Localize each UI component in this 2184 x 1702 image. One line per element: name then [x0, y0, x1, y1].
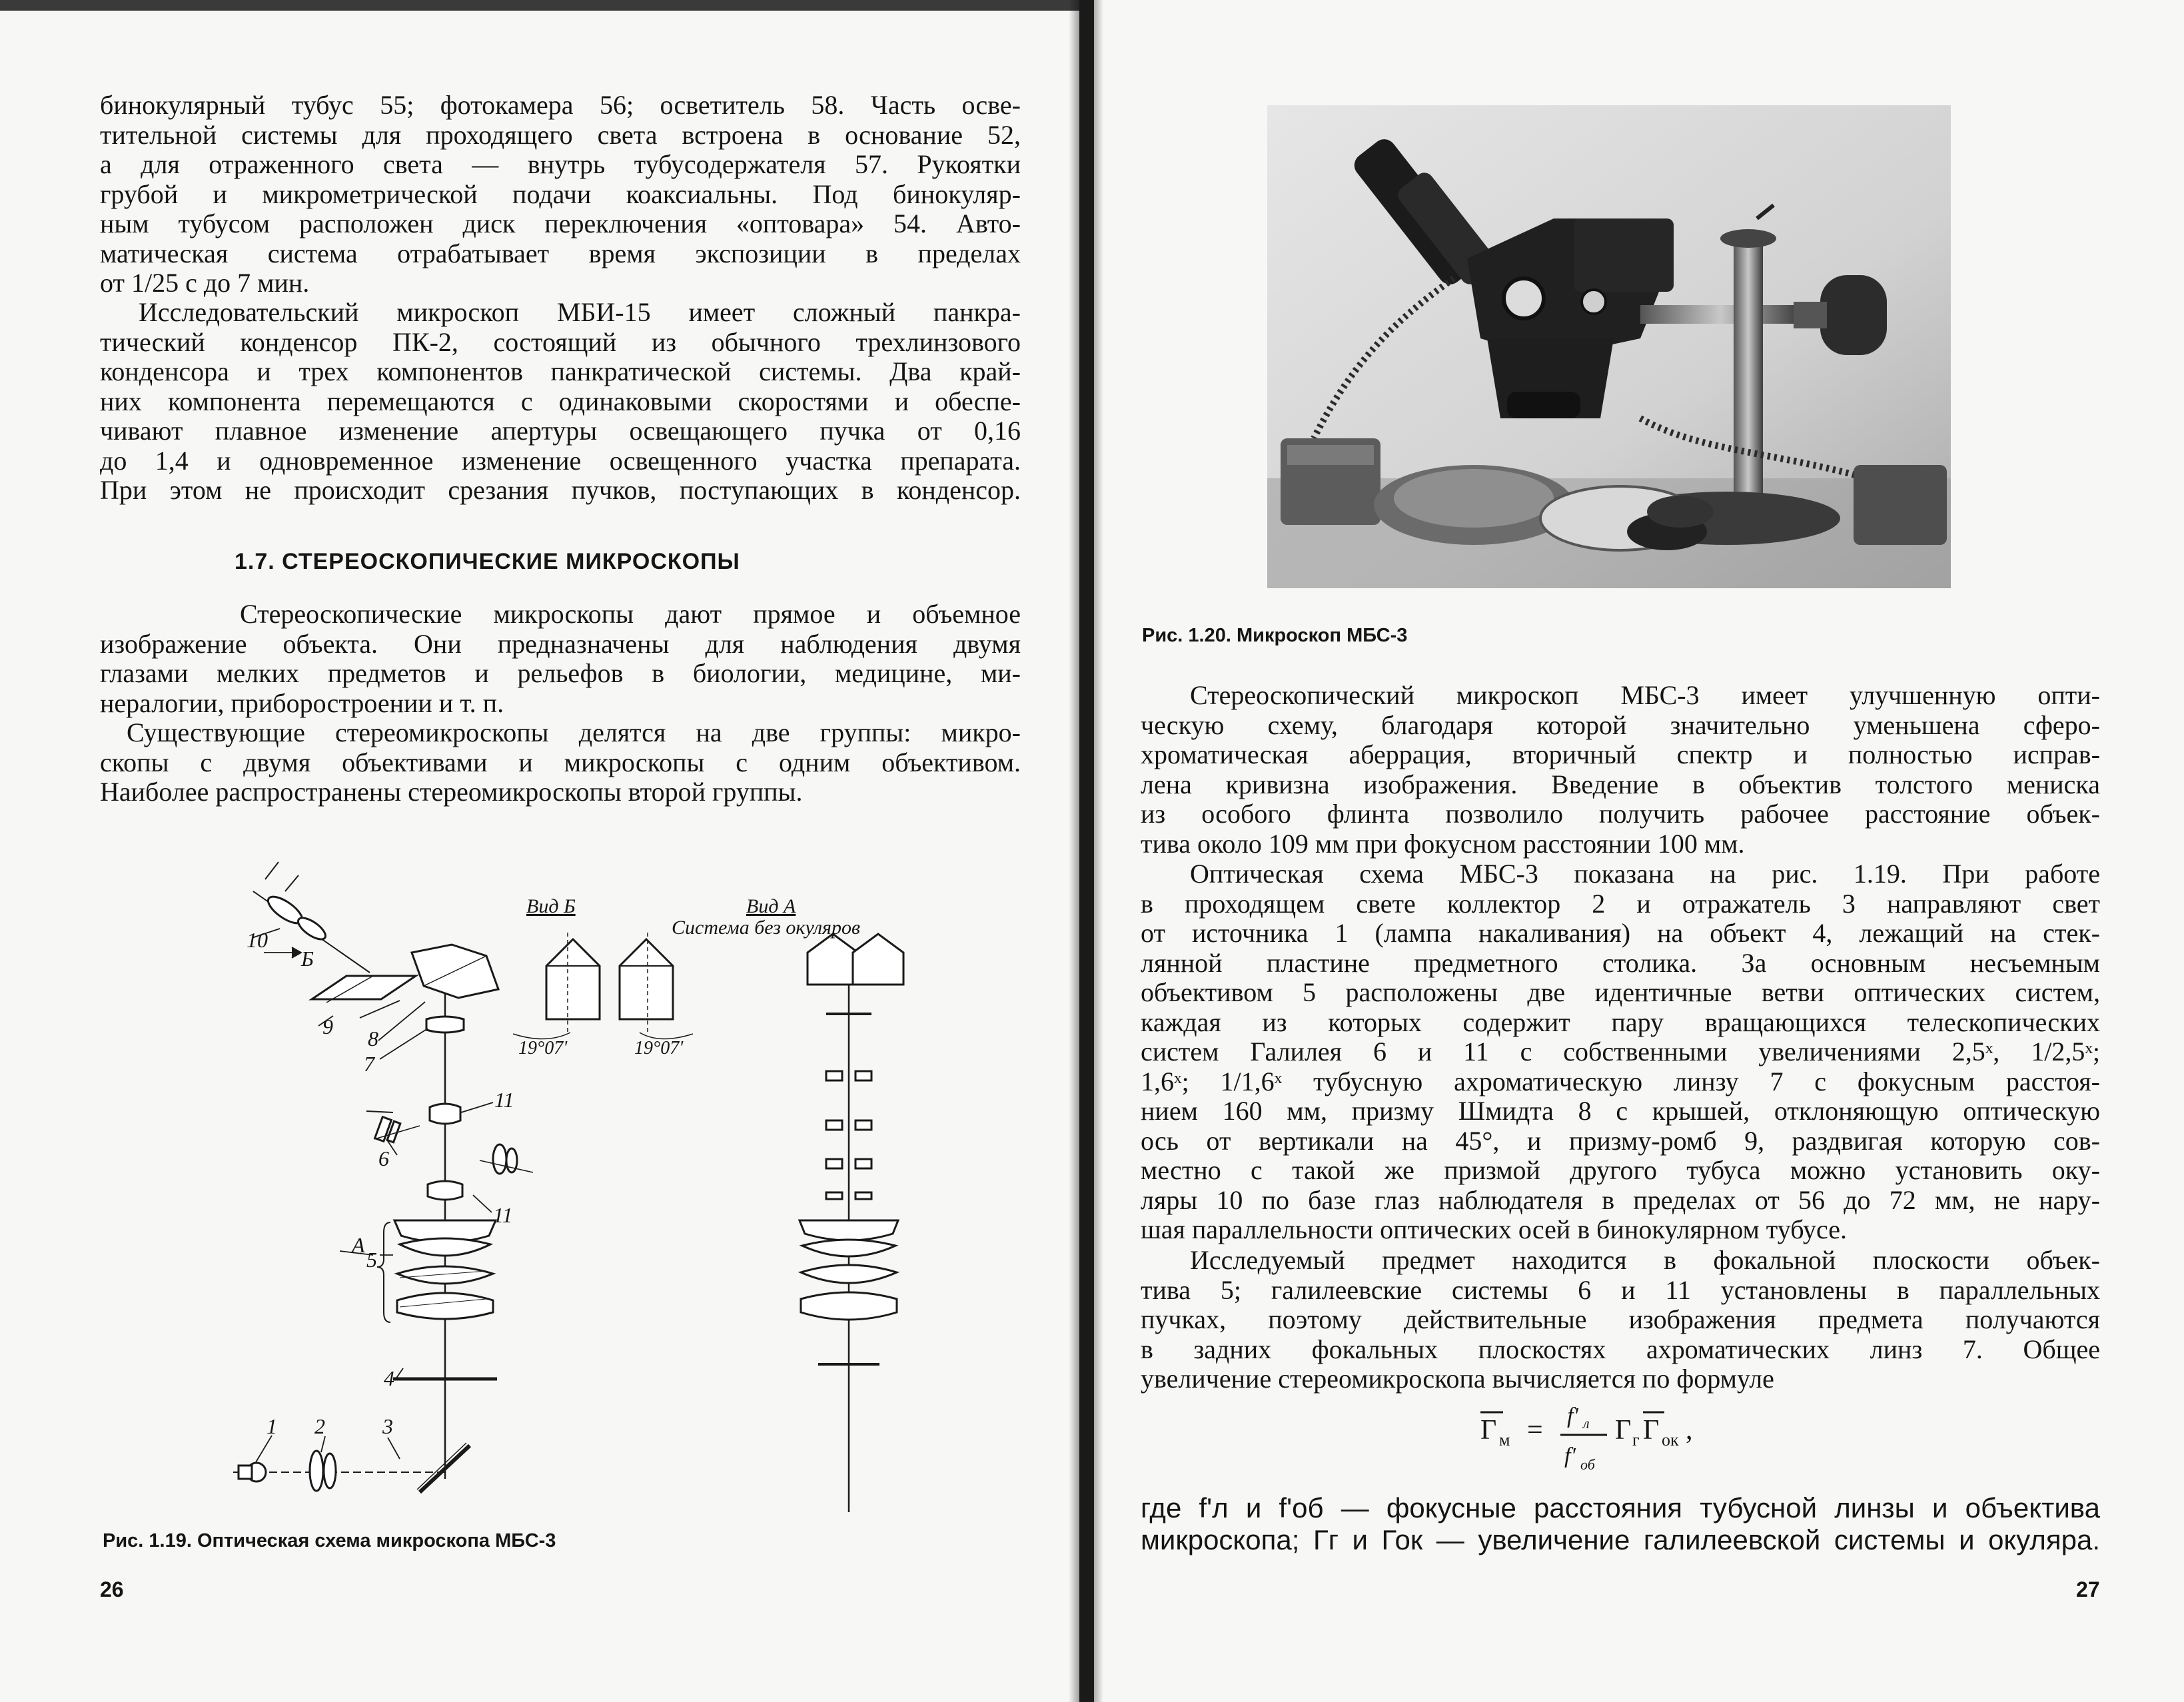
optical-scheme-figure: [200, 859, 933, 1512]
formula-numerator: f': [1567, 1404, 1578, 1428]
left-paragraph-2: [100, 298, 1021, 506]
text-line: лена кривизна изображения. Введение в объектив толстого мениска: [1141, 769, 2100, 799]
formula-lhs: Г: [1480, 1415, 1497, 1446]
label-b: Б: [301, 947, 314, 971]
text-line: хроматическая аберрация, вторичный спектр и полностью исправ-: [1141, 739, 2100, 769]
text-line: до 1,4 и одновременное изменение освещенного участка препарата.: [100, 445, 1021, 476]
left-paragraph-1: [100, 91, 1021, 298]
text-line: микроскопа; Гг и Гок — увеличение галилеевской системы и окуляра.: [1141, 1524, 2100, 1555]
text-line: скопы с двумя объективами и микроскопы с одним объективом.: [100, 747, 1021, 777]
text-line: пучках, поэтому действительные изображения предмета получаются: [1141, 1304, 2100, 1334]
book-gutter: [1079, 0, 1094, 1702]
text-line: Существующие стереомикроскопы делятся на две группы: микро-: [127, 717, 1021, 747]
angle-left: 19°07': [518, 1038, 568, 1059]
microscope-photo: [1267, 105, 1951, 588]
text-line: ческую схему, благодаря которой значительно уменьшена сферо-: [1141, 709, 2100, 740]
text-line: нералогии, приборостроении и т. п.: [100, 687, 504, 718]
text-line: изображение объекта. Они предназначены для наблюдения двумя: [100, 628, 1021, 659]
formula-numerator-sub: л: [1583, 1415, 1590, 1432]
label-6: 6: [378, 1146, 389, 1170]
label-5: 5: [366, 1248, 377, 1272]
label-11-upper: 11: [494, 1088, 514, 1112]
text-line: в проходящем свете коллектор 2 и отражатель 3 направляют свет: [1141, 888, 2100, 919]
text-line: При этом не происходит срезания пучков, поступающих в конденсор.: [100, 475, 1021, 505]
rhomb-prism-9: [312, 976, 416, 999]
text-line: Стереоскопические микроскопы дают прямое и объемное: [240, 599, 1021, 629]
label-a: А: [352, 1233, 365, 1257]
text-line: каждая из которых содержит пару вращающихся телескопических: [1141, 1007, 2100, 1037]
galilean-6-right: [480, 1144, 533, 1174]
figure-caption-1-19: Рис. 1.19. Оптическая схема микроскопа МБС-3: [103, 1530, 556, 1551]
section-heading: 1.7. СТЕРЕОСКОПИЧЕСКИЕ МИКРОСКОПЫ: [235, 549, 740, 574]
text-line: Оптическая схема МБС-3 показана на рис. 1.19. При работе: [1190, 859, 2100, 889]
page-number-left: 26: [100, 1577, 124, 1601]
galilean-11-lower: [428, 1181, 462, 1200]
text-line: Стереоскопический микроскоп МБС-3 имеет улучшенную опти-: [1190, 680, 2100, 710]
formula-g2-sub: ок: [1662, 1430, 1679, 1450]
text-line: а для отраженного света — внутрь тубусодержателя 57. Рукоятки: [100, 149, 1021, 179]
text-line: шая параллельности оптических осей в бинокулярном тубусе.: [1141, 1214, 1848, 1244]
right-paragraph-3: [1141, 1246, 2100, 1394]
text-line: Исследуемый предмет находится в фокальной плоскости объек-: [1190, 1245, 2100, 1275]
text-line: грубой и микрометрической подачи коаксиальны. Под бинокуляр-: [100, 179, 1021, 209]
figure-caption-1-20: Рис. 1.20. Микроскоп МБС-3: [1142, 625, 1408, 646]
text-line: конденсора и трех компонентов панкратической системы. Два край-: [100, 356, 1021, 386]
text-line: тива около 109 мм при фокусном расстоянии 100 мм.: [1141, 828, 1745, 859]
text-line: лянной пластине предметного столика. За основным несъемным: [1141, 947, 2100, 978]
text-line: в задних фокальных плоскостях ахроматических линз 7. Общее: [1141, 1334, 2100, 1364]
galilean-6-left: [366, 1111, 420, 1142]
text-line: Наиболее распространены стереомикроскопы второй группы.: [100, 777, 803, 807]
text-line: матическая система отрабатывает время экспозиции в пределах: [100, 238, 1021, 268]
page-number-right: 27: [2076, 1577, 2100, 1601]
text-line: тительной системы для проходящего света встроена в основание 52,: [100, 119, 1021, 150]
formula-g1-sub: г: [1632, 1430, 1640, 1450]
label-7: 7: [364, 1052, 374, 1076]
text-line: 1,6ˣ; 1/1,6ˣ тубусную ахроматическую линзу 7 с фокусным расстоя-: [1141, 1066, 2100, 1096]
formula-equals: =: [1527, 1415, 1543, 1446]
label-10: 10: [247, 928, 268, 952]
formula-denominator: f': [1564, 1444, 1576, 1468]
text-line: ным тубусом расположен диск переключения «оптовара» 54. Авто-: [100, 209, 1021, 238]
text-line: нием 160 мм, призму Шмидта 8 с крышей, отклоняющую оптическую: [1141, 1096, 2100, 1126]
text-line: систем Галилея 6 и 11 с собственными увеличениями 2,5ˣ, 1/2,5ˣ;: [1141, 1037, 2100, 1066]
formula-lhs-sub: м: [1499, 1430, 1510, 1450]
label-9: 9: [322, 1015, 333, 1039]
galilean-11-upper: [430, 1104, 460, 1124]
formula-g2: Г: [1643, 1415, 1660, 1446]
gutter-shadow-right: [1094, 0, 1103, 1702]
text-line: ось от вертикали на 45°, и призму-ромб 9, раздвигая которую сов-: [1141, 1125, 2100, 1156]
text-line: тический конденсор ПК-2, состоящий из обычного трехлинзового: [100, 326, 1021, 357]
left-paragraph-3: [100, 600, 1021, 718]
view-a-title: Вид А: [746, 895, 796, 917]
right-paragraph-1: [1141, 681, 2100, 859]
text-line: от 1/25 с до 7 мин.: [100, 268, 310, 298]
text-line: местно с такой же призмой другого тубуса можно установить оку-: [1141, 1155, 2100, 1185]
objective-5: [377, 1220, 496, 1322]
text-line: где f'л и f'об — фокусные расстояния тубусной линзы и объектива: [1141, 1492, 2100, 1523]
view-b-title: Вид Б: [526, 895, 576, 917]
angle-right: 19°07': [634, 1038, 684, 1059]
label-11-lower: 11: [493, 1203, 513, 1227]
label-1: 1: [267, 1414, 277, 1438]
system-without-eyepieces: Система без окуляров: [672, 917, 861, 939]
text-line: чивают плавное изменение апертуры освещающего пучка от 0,16: [100, 416, 1021, 446]
collector-2: [310, 1451, 323, 1491]
view-a-system: [800, 934, 903, 1512]
text-line: увеличение стереомикроскопа вычисляется по формуле: [1141, 1364, 1774, 1394]
view-b-prisms: [513, 933, 693, 1039]
text-line: них компонента перемещаются с одинаковыми скоростями и обеспе-: [100, 386, 1021, 416]
left-page: [0, 0, 1079, 1702]
formula-comma: ,: [1686, 1415, 1693, 1446]
label-3: 3: [382, 1414, 393, 1438]
text-line: ляры 10 по базе глаз наблюдателя в пределах от 56 до 72 мм, не нару-: [1141, 1184, 2100, 1215]
text-line: тива 5; галилеевские системы 6 и 11 установлены в параллельных: [1141, 1274, 2100, 1305]
formula-denominator-sub: об: [1580, 1456, 1595, 1473]
formula-g1: Г: [1615, 1415, 1632, 1446]
label-2: 2: [314, 1414, 325, 1438]
magnification-formula: [1474, 1396, 1754, 1483]
text-line: Исследовательский микроскоп МБИ-15 имеет сложный панкра-: [139, 297, 1021, 327]
text-line: из особого флинта позволило получить рабочее расстояние объек-: [1141, 799, 2100, 829]
right-page: [1103, 0, 2184, 1702]
text-line: глазами мелких предметов и рельефов в биологии, медицине, ми-: [100, 658, 1021, 688]
right-paragraph-4: [1141, 1492, 2100, 1556]
left-paragraph-4: [100, 718, 1021, 807]
text-line: от источника 1 (лампа накаливания) на объект 4, лежащий на стек-: [1141, 918, 2100, 948]
text-line: объективом 5 расположены две идентичные ветви оптических систем,: [1141, 977, 2100, 1007]
label-4: 4: [384, 1366, 394, 1390]
text-line: бинокулярный тубус 55; фотокамера 56; осветитель 58. Часть осве-: [100, 90, 1021, 120]
label-8: 8: [368, 1027, 378, 1051]
right-paragraph-2: [1141, 859, 2100, 1245]
tube-lens-7: [426, 1017, 464, 1033]
